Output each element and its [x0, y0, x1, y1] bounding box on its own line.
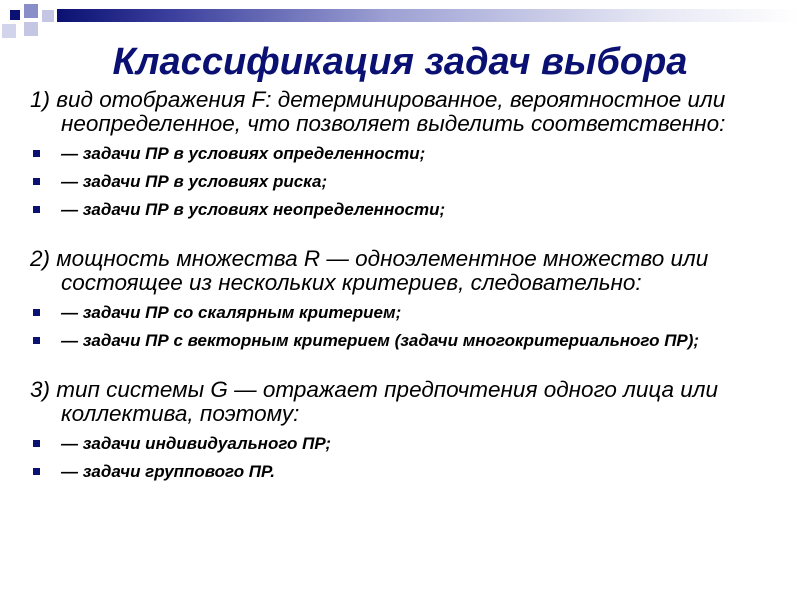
- bullet-text: — задачи ПР в условиях неопределенности;: [61, 200, 446, 219]
- bullet-square-icon: [33, 178, 40, 185]
- bullet-text: — задачи индивидуального ПР;: [61, 434, 332, 453]
- bullet-square-icon: [33, 206, 40, 213]
- bullet-item: [30, 200, 790, 220]
- bullet-square-icon: [33, 468, 40, 475]
- bullet-item: [30, 331, 790, 351]
- decor-square-light-1: [24, 22, 38, 36]
- bullet-text: — задачи ПР с векторным критерием (задачи многокритериального ПР);: [61, 331, 700, 350]
- bullet-text: — задачи ПР со скалярным критерием;: [61, 303, 402, 322]
- bullet-item: [30, 172, 790, 192]
- bullet-text: — задачи ПР в условиях риска;: [61, 172, 328, 191]
- slide-title: Классификация задач выбора: [112, 41, 688, 83]
- bullet-square-icon: [33, 150, 40, 157]
- decor-square-light-3: [2, 24, 16, 38]
- section-3-heading: 3) тип системы G — отражает предпочтения одного лица или коллектива, поэтому:: [30, 377, 718, 426]
- section-2-heading: 2) мощность множества R — одноэлементное множество или состоящее из нескольких критериев, следовательно:: [30, 246, 709, 295]
- section-spacer: [30, 351, 790, 378]
- bullet-item: [30, 303, 790, 323]
- bullet-square-icon: [33, 440, 40, 447]
- bullet-text: — задачи ПР в условиях определенности;: [61, 144, 426, 163]
- bullet-square-icon: [33, 337, 40, 344]
- decor-square-dark: [10, 10, 20, 20]
- bullet-item: [30, 462, 790, 482]
- section-1-heading: 1) вид отображения F: детерминированное, вероятностное или неопределенное, что позволяет выделить соответственно:: [30, 87, 726, 136]
- slide-content: [30, 88, 790, 482]
- decor-square-light-2: [42, 10, 54, 22]
- section-spacer: [30, 220, 790, 247]
- bullet-square-icon: [33, 309, 40, 316]
- bullet-text: — задачи группового ПР.: [61, 462, 275, 481]
- bullet-item: [30, 434, 790, 454]
- bullet-item: [30, 144, 790, 164]
- decor-square-mid: [24, 4, 38, 18]
- header-gradient-bar: [57, 9, 800, 22]
